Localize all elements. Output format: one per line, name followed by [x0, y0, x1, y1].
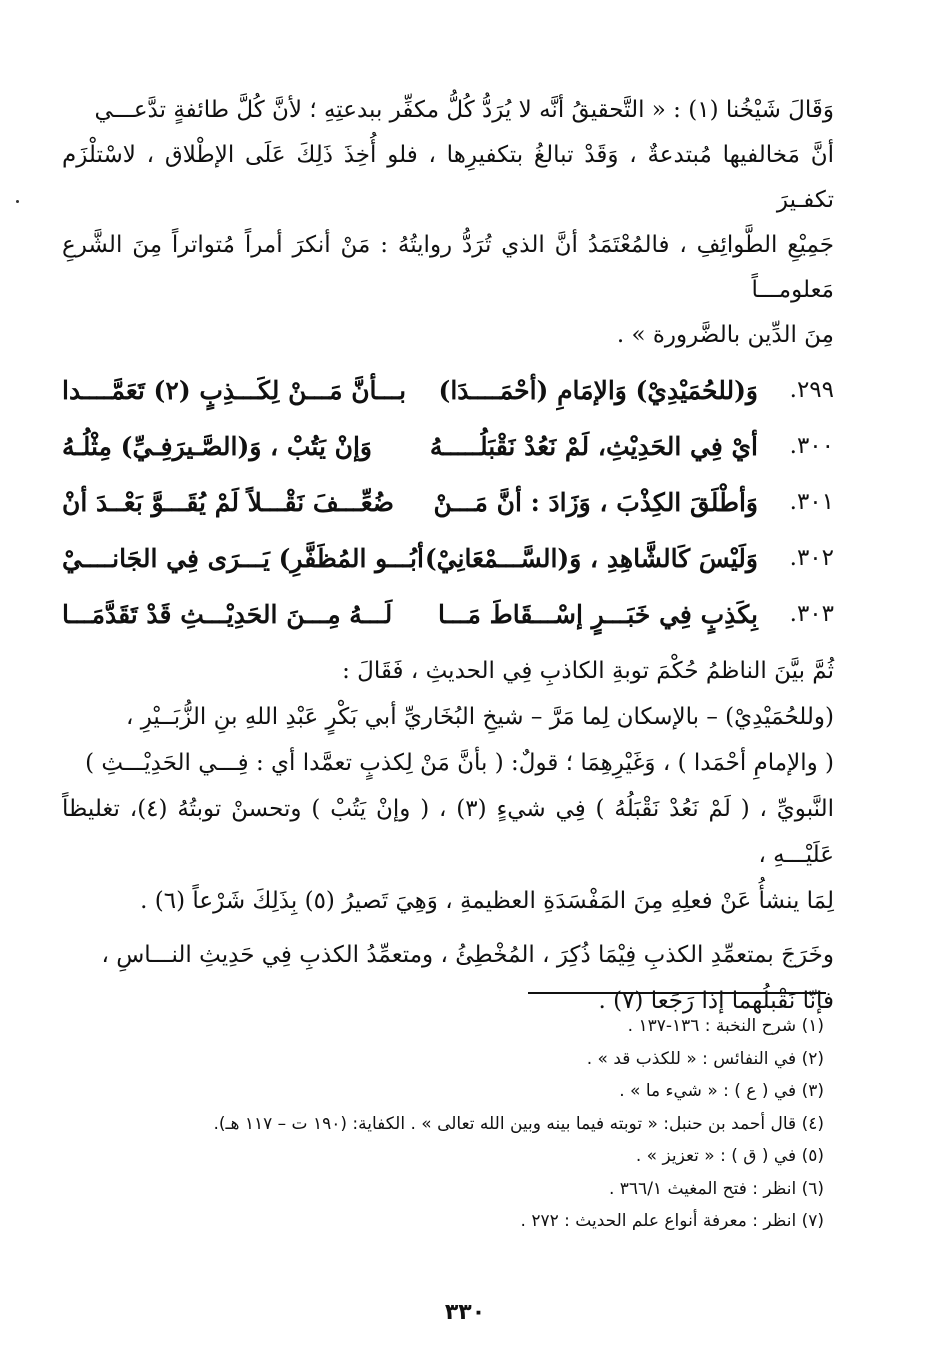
text-line: وَقَالَ شَيْخُنا (١) : « التَّحقيقُ أنَّه لا يُرَدُّ كُلُّ مكفِّر ببدعتِهِ ؛ لأنَّ كُلَّ طائفةٍ تدَّعـــي — [94, 97, 834, 123]
verse-first-hemistich: أيْ فِي الحَدِيْثِ، لَمْ نَعُدْ نَقْبَلُـــــهُ — [429, 431, 758, 461]
text-line: (وللحُمَيْدِيْ) – بالإسكان لِما مَرَّ – شيخِ البُخَاريِّ أبي بَكْرٍ عَبْدِ اللهِ بنِ الزُّبَــيْرِ ، — [125, 704, 834, 730]
text-line: جَمِيْعِ الطَّوائِفِ ، فالمُعْتَمَدُ أنَّ الذي تُرَدُّ روايتُهُ : مَنْ أنكرَ أمراً مُتواتراً مِنَ الشَّرعِ مَعلومـــاً — [62, 232, 834, 303]
text-line: ( والإمامِ أحْمَدا ) ، وَغَيْرِهِمَا ؛ قولٌ: ( بأنَّ مَنْ لِكذبٍ تعمَّدا أي : فِـــي الحَدِيْـــثِ ) — [85, 750, 834, 776]
verse-number: ٣٠٠. — [789, 433, 834, 459]
text-line: النَّبويِّ ، ( لَمْ نَعُدْ نَقْبَلُهُ ) فِي شيءٍ (٣) ، ( وإنْ يَتُبْ ) وتحسنْ توبتُهُ (٤)، تغليظاً عَلَيْـــهِ ، — [62, 796, 834, 868]
intro-paragraph — [62, 88, 834, 358]
text-line: ثُمَّ بيَّنَ الناظمُ حُكْمَ توبةِ الكاذبِ فِي الحديثِ ، فَقَالَ : — [342, 658, 834, 684]
footnote-6: (٦) انظر : فتح المغيث ٣٦٦/١ . — [608, 1178, 824, 1199]
verse-first-hemistich: وَأطْلَقَ الكِذْبَ ، وَزَادَ : أنَّ مَـــنْ — [433, 487, 758, 517]
footnote-1: (١) شرح النخبة : ١٣٦-١٣٧ . — [627, 1016, 824, 1036]
verse-second-hemistich: بـــأنَّ مَـــنْ لِكَـــذِبٍ (٢) تَعَمَّــــدا — [62, 375, 407, 405]
footnote-3: (٣) في ( ع ) : « شيء ما » . — [619, 1081, 824, 1101]
footnote-divider — [528, 992, 826, 994]
verse-first-hemistich: وَ(للحُمَيْدِيْ) وَالإمَامِ (أحْمَــــدَا) — [438, 375, 758, 405]
text-line: أنَّ مَخالفيها مُبتدعةٌ ، وَقَدْ تبالغُ بتكفيرِها ، فلو أُخِذَ ذَلِكَ عَلَى الإطْلاق ، لاسْتلْزَم تكفـيرَ — [62, 142, 834, 213]
footnote-5: (٥) في ( ق ) : « تعزيز » . — [635, 1146, 824, 1166]
footnote-2: (٢) في النفائس : « للكذب قد » . — [586, 1048, 824, 1069]
verse-301 — [62, 474, 834, 530]
text-line: لِمَا ينشأُ عَنْ فعلِهِ مِنَ المَفْسَدَةِ العظيمةِ ، وَهِيَ تَصيرُ (٥) بِذَلِكَ شَرْعاً (٦) . — [140, 888, 834, 914]
verse-303 — [62, 586, 834, 642]
footnote-4: (٤) قال أحمد بن حنبل: « توبته فيما بينه وبين الله تعالى » . الكفاية: (١٩٠ ت – ١١٧ هـ). — [213, 1113, 824, 1134]
scan-speck — [16, 200, 19, 203]
verse-number: ٣٠١. — [789, 489, 834, 515]
verse-299 — [62, 362, 834, 418]
commentary — [62, 648, 834, 1024]
verse-second-hemistich: لَـــهُ مِـــنَ الحَدِيْـــثِ قَدْ تَقَدَّمَـــا — [62, 599, 393, 629]
verse-number: ٣٠٢. — [789, 545, 834, 571]
verse-first-hemistich: بِكَذِبٍ فِي خَبَـــرٍ إسْـــقَاطَ مَـــا — [437, 599, 758, 629]
verse-number: ٣٠٣. — [789, 601, 834, 627]
page-number: ٣٣٠ — [444, 1300, 486, 1325]
verse-second-hemistich: وَإنْ يَتُبْ ، وَ(الصَّـيرَفِـيِّ) مِثْلُـهُ — [62, 431, 372, 461]
footnote-7: (٧) انظر : معرفة أنواع علم الحديث : ٢٧٢ . — [520, 1211, 824, 1231]
verse-list — [62, 362, 834, 642]
verse-second-hemistich: أبُـــو المُظَفَّرِ) يَـــرَى فِي الجَانــــيْ — [62, 543, 424, 573]
verse-number: ٢٩٩. — [789, 377, 834, 403]
text-line: وخَرَجَ بمتعمِّدِ الكذبِ فِيْمَا ذُكِرَ ، المُخْطِئُ ، ومتعمِّدُ الكذبِ فِي حَدِيثِ النـــاسِ ، — [101, 942, 834, 968]
verse-second-hemistich: ضُعِّـــفَ نَقْـــلاً لَمْ يُقَـــوَّ بَعْــدَ أنْ — [62, 487, 394, 517]
verse-300 — [62, 418, 834, 474]
text-line: فإنّا نَقْبلُهما إذا رَجَعا (٧) . — [598, 988, 834, 1014]
footnotes — [62, 1010, 824, 1238]
verse-first-hemistich: وَلَيْسَ كَالشَّاهِدِ ، وَ(السَّـــمْعَانِيْ) — [424, 543, 758, 573]
verse-302 — [62, 530, 834, 586]
page-body — [62, 88, 834, 1024]
text-line: مِنَ الدِّين بالضَّرورة » . — [616, 322, 834, 348]
